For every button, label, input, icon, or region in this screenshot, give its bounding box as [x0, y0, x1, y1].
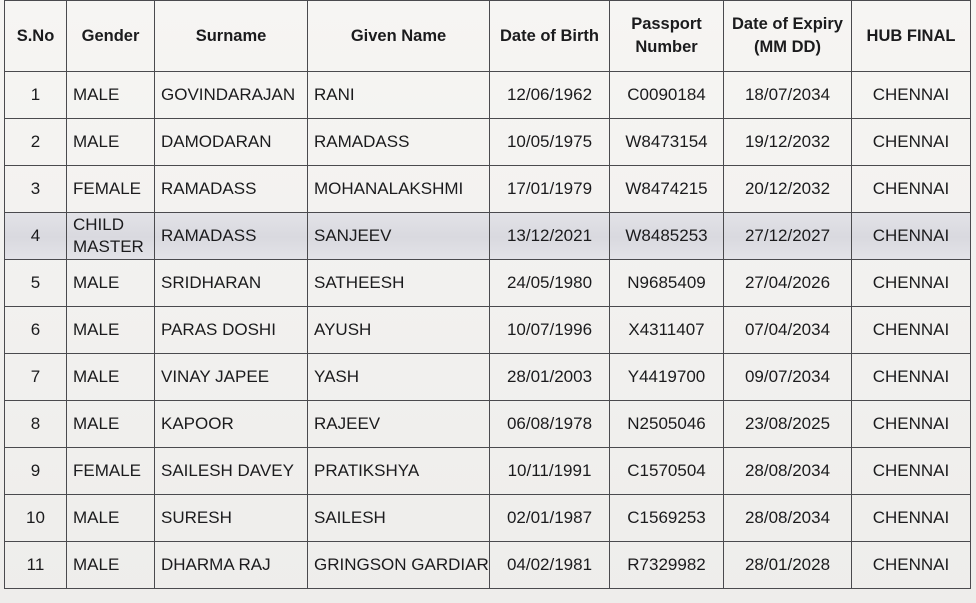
cell-given-name: RANI — [308, 72, 490, 119]
cell-passport-number: W8485253 — [610, 213, 724, 260]
table-row — [5, 260, 971, 307]
cell-date-of-expiry: 20/12/2032 — [724, 166, 852, 213]
header-hub-final: HUB FINAL — [852, 1, 971, 72]
cell-given-name: RAMADASS — [308, 119, 490, 166]
cell-given-name: SANJEEV — [308, 213, 490, 260]
cell-passport-number: W8474215 — [610, 166, 724, 213]
cell-surname: PARAS DOSHI — [155, 307, 308, 354]
cell-gender: MALE — [67, 260, 155, 307]
table-row — [5, 166, 971, 213]
cell-hub-final: CHENNAI — [852, 260, 971, 307]
cell-given-name: MOHANALAKSHMI — [308, 166, 490, 213]
cell-surname: RAMADASS — [155, 166, 308, 213]
passenger-table — [4, 0, 971, 589]
cell-passport-number: W8473154 — [610, 119, 724, 166]
cell-passport-number: R7329982 — [610, 542, 724, 589]
table-row — [5, 448, 971, 495]
cell-gender: MALE — [67, 354, 155, 401]
cell-date-of-expiry: 28/08/2034 — [724, 448, 852, 495]
cell-sno: 4 — [5, 213, 67, 260]
header-surname: Surname — [155, 1, 308, 72]
cell-date-of-expiry: 07/04/2034 — [724, 307, 852, 354]
cell-surname: GOVINDARAJAN — [155, 72, 308, 119]
cell-sno: 2 — [5, 119, 67, 166]
cell-passport-number: N9685409 — [610, 260, 724, 307]
cell-gender: CHILD MASTER — [67, 213, 155, 260]
cell-surname: SURESH — [155, 495, 308, 542]
cell-surname: SRIDHARAN — [155, 260, 308, 307]
cell-gender: FEMALE — [67, 448, 155, 495]
cell-date-of-birth: 13/12/2021 — [490, 213, 610, 260]
table-body — [5, 72, 971, 589]
cell-sno: 5 — [5, 260, 67, 307]
table-row — [5, 495, 971, 542]
cell-sno: 10 — [5, 495, 67, 542]
cell-hub-final: CHENNAI — [852, 119, 971, 166]
table-row — [5, 72, 971, 119]
cell-sno: 1 — [5, 72, 67, 119]
header-given-name: Given Name — [308, 1, 490, 72]
cell-sno: 9 — [5, 448, 67, 495]
cell-hub-final: CHENNAI — [852, 213, 971, 260]
cell-date-of-expiry: 27/04/2026 — [724, 260, 852, 307]
cell-gender: MALE — [67, 542, 155, 589]
table-row — [5, 213, 971, 260]
cell-passport-number: Y4419700 — [610, 354, 724, 401]
cell-date-of-expiry: 19/12/2032 — [724, 119, 852, 166]
table-row — [5, 119, 971, 166]
cell-gender: MALE — [67, 495, 155, 542]
cell-date-of-birth: 02/01/1987 — [490, 495, 610, 542]
cell-given-name: SATHEESH — [308, 260, 490, 307]
cell-sno: 6 — [5, 307, 67, 354]
table-row — [5, 542, 971, 589]
cell-given-name: RAJEEV — [308, 401, 490, 448]
cell-hub-final: CHENNAI — [852, 354, 971, 401]
cell-passport-number: X4311407 — [610, 307, 724, 354]
cell-sno: 3 — [5, 166, 67, 213]
cell-hub-final: CHENNAI — [852, 448, 971, 495]
cell-hub-final: CHENNAI — [852, 542, 971, 589]
table-row — [5, 401, 971, 448]
cell-surname: SAILESH DAVEY — [155, 448, 308, 495]
cell-sno: 7 — [5, 354, 67, 401]
cell-gender: MALE — [67, 119, 155, 166]
cell-passport-number: N2505046 — [610, 401, 724, 448]
cell-date-of-birth: 10/05/1975 — [490, 119, 610, 166]
cell-given-name: PRATIKSHYA — [308, 448, 490, 495]
header-sno: S.No — [5, 1, 67, 72]
cell-surname: DAMODARAN — [155, 119, 308, 166]
cell-date-of-birth: 10/11/1991 — [490, 448, 610, 495]
header-gender: Gender — [67, 1, 155, 72]
cell-sno: 8 — [5, 401, 67, 448]
table-row — [5, 307, 971, 354]
cell-date-of-birth: 17/01/1979 — [490, 166, 610, 213]
cell-date-of-expiry: 28/01/2028 — [724, 542, 852, 589]
cell-gender: MALE — [67, 307, 155, 354]
cell-date-of-birth: 12/06/1962 — [490, 72, 610, 119]
cell-date-of-birth: 28/01/2003 — [490, 354, 610, 401]
cell-surname: KAPOOR — [155, 401, 308, 448]
cell-passport-number: C0090184 — [610, 72, 724, 119]
cell-surname: VINAY JAPEE — [155, 354, 308, 401]
cell-date-of-expiry: 27/12/2027 — [724, 213, 852, 260]
cell-hub-final: CHENNAI — [852, 307, 971, 354]
cell-gender: MALE — [67, 401, 155, 448]
header-passport-number: Passport Number — [610, 1, 724, 72]
cell-surname: RAMADASS — [155, 213, 308, 260]
cell-passport-number: C1569253 — [610, 495, 724, 542]
cell-date-of-birth: 04/02/1981 — [490, 542, 610, 589]
cell-hub-final: CHENNAI — [852, 495, 971, 542]
cell-date-of-expiry: 09/07/2034 — [724, 354, 852, 401]
table-header — [5, 1, 971, 72]
cell-date-of-expiry: 18/07/2034 — [724, 72, 852, 119]
cell-given-name: YASH — [308, 354, 490, 401]
cell-date-of-birth: 24/05/1980 — [490, 260, 610, 307]
cell-given-name: AYUSH — [308, 307, 490, 354]
cell-sno: 11 — [5, 542, 67, 589]
cell-given-name: GRINGSON GARDIAR — [308, 542, 490, 589]
cell-date-of-expiry: 23/08/2025 — [724, 401, 852, 448]
header-date-of-expiry: Date of Expiry (MM DD) — [724, 1, 852, 72]
header-row — [5, 1, 971, 72]
cell-gender: FEMALE — [67, 166, 155, 213]
cell-hub-final: CHENNAI — [852, 72, 971, 119]
cell-date-of-expiry: 28/08/2034 — [724, 495, 852, 542]
cell-given-name: SAILESH — [308, 495, 490, 542]
cell-hub-final: CHENNAI — [852, 166, 971, 213]
table-row — [5, 354, 971, 401]
cell-surname: DHARMA RAJ — [155, 542, 308, 589]
cell-gender: MALE — [67, 72, 155, 119]
cell-hub-final: CHENNAI — [852, 401, 971, 448]
header-date-of-birth: Date of Birth — [490, 1, 610, 72]
cell-date-of-birth: 10/07/1996 — [490, 307, 610, 354]
cell-date-of-birth: 06/08/1978 — [490, 401, 610, 448]
cell-passport-number: C1570504 — [610, 448, 724, 495]
